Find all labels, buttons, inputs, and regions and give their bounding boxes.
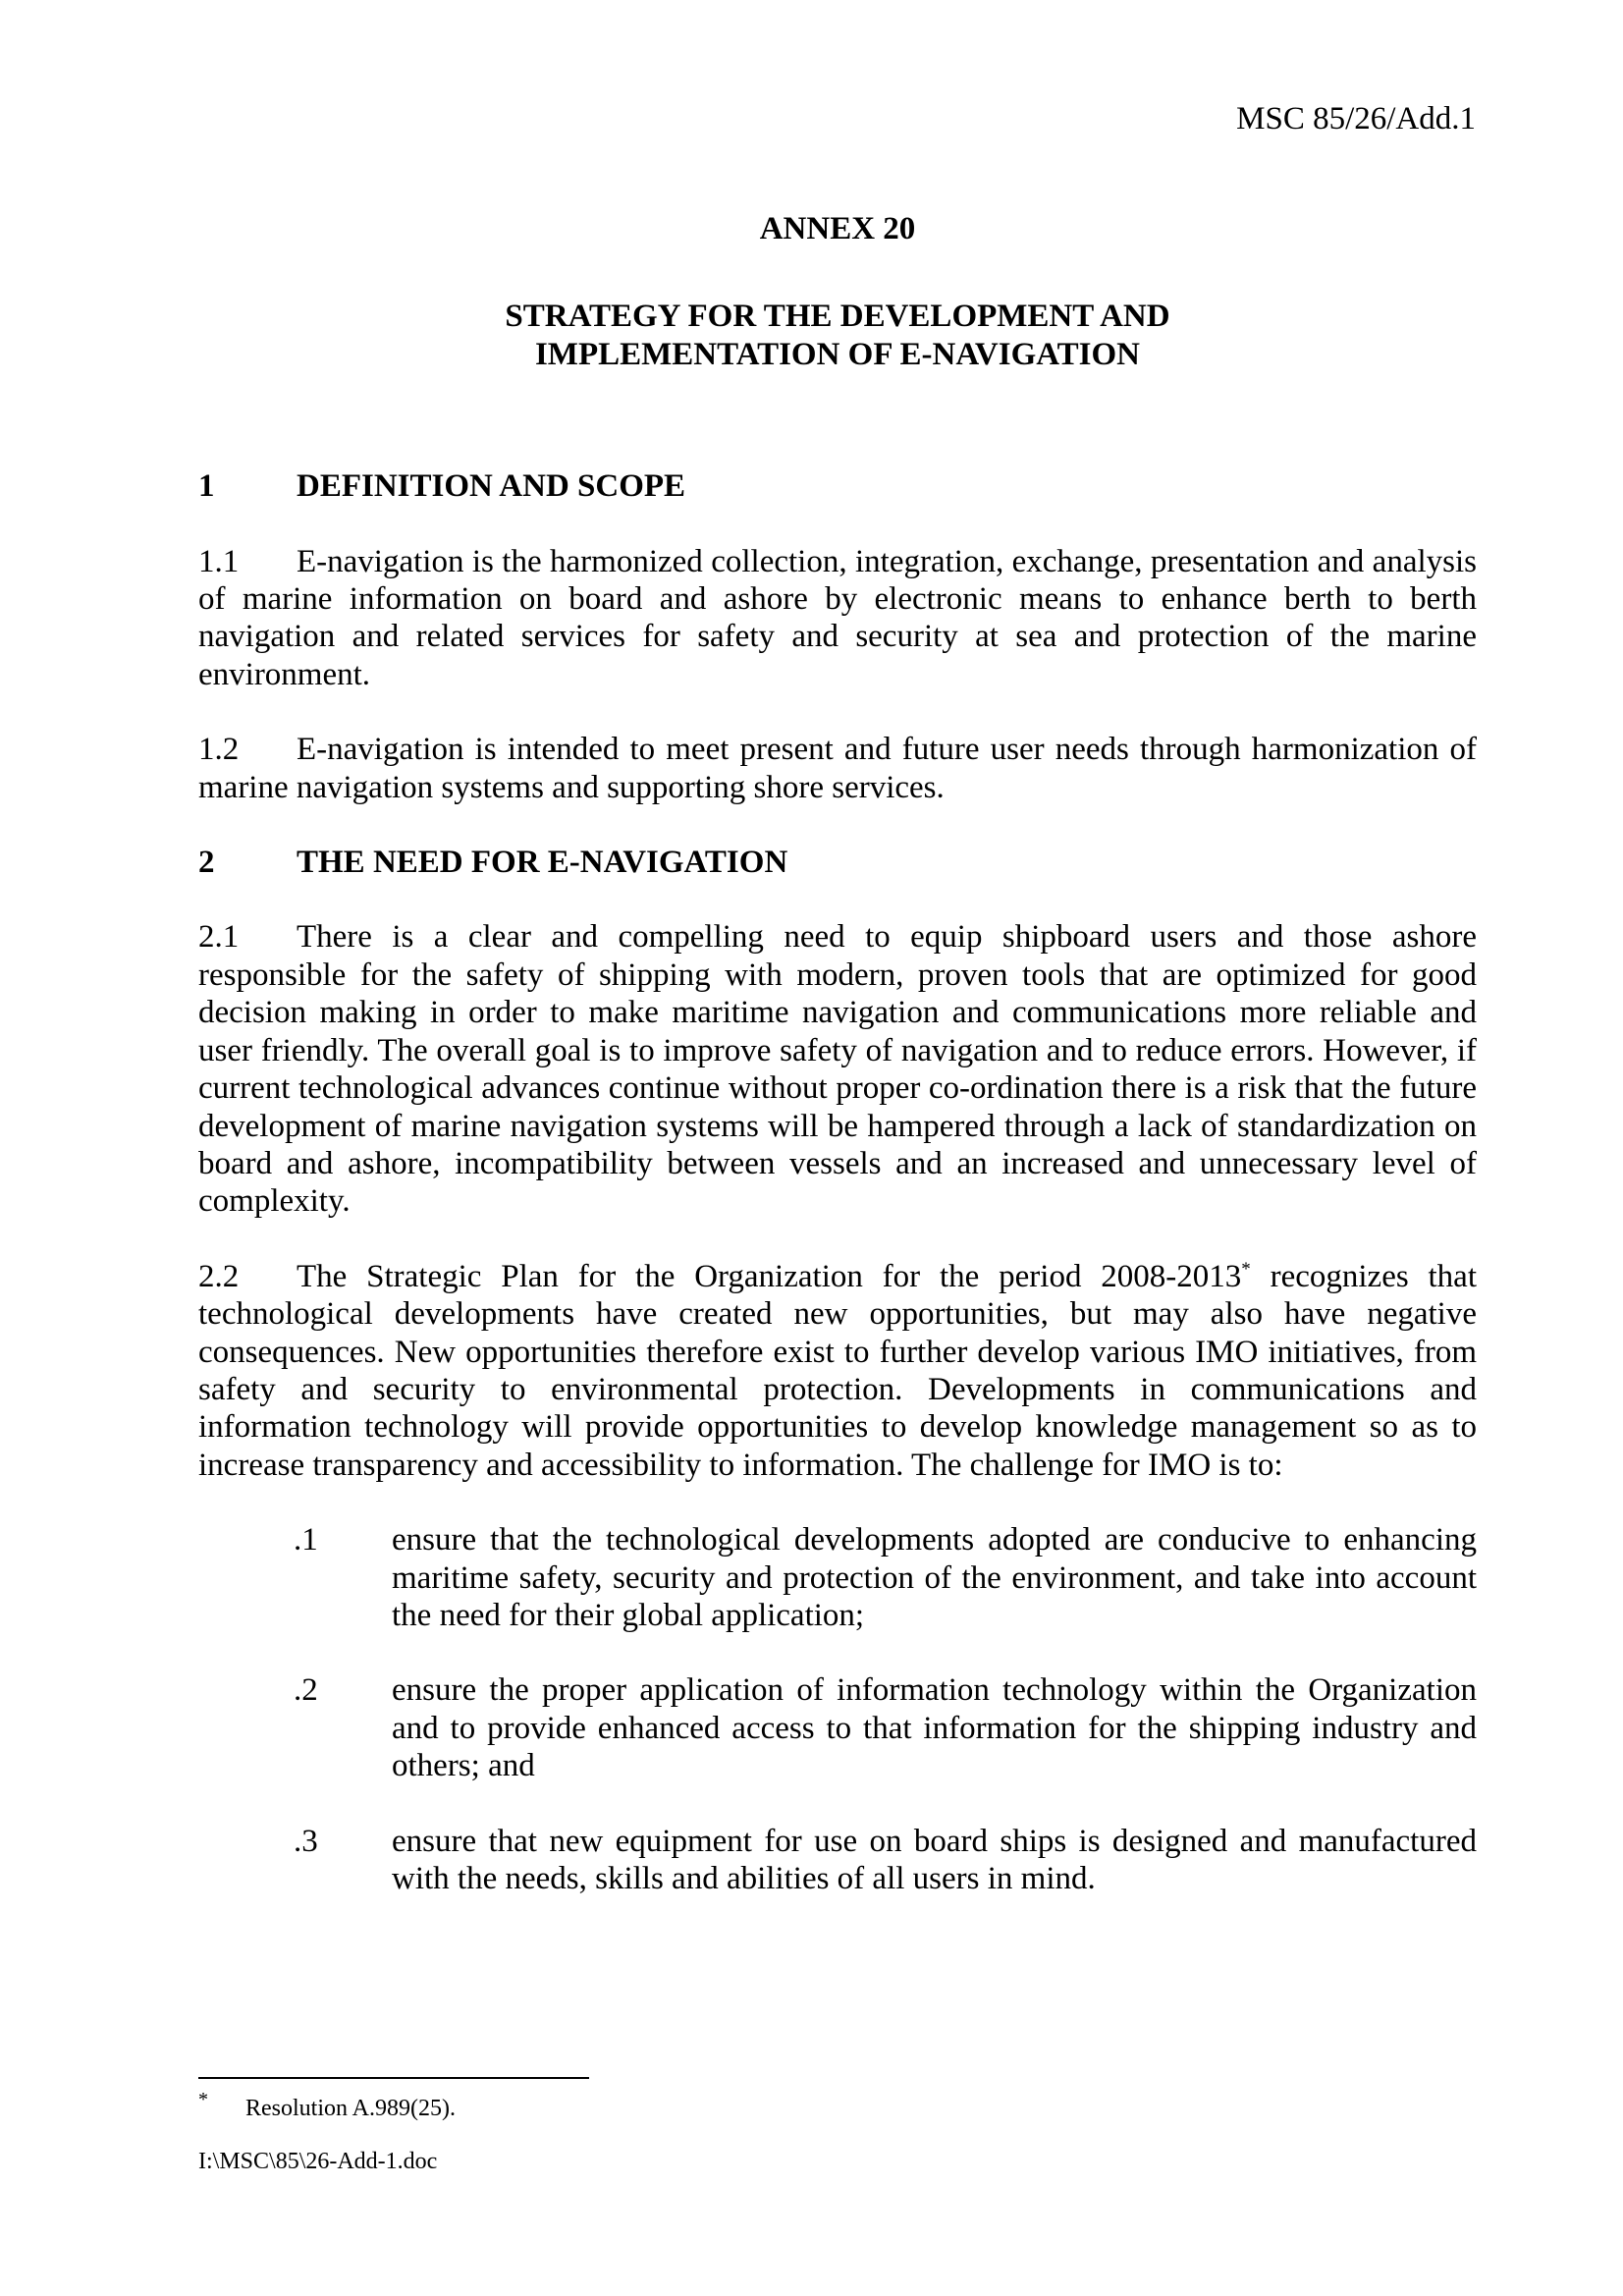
section-title: THE NEED FOR E-NAVIGATION	[297, 845, 788, 881]
section-heading-2	[198, 844, 1477, 881]
list-item	[198, 1521, 1477, 1634]
section-number: 2	[198, 845, 215, 881]
document-title-line-1: STRATEGY FOR THE DEVELOPMENT AND	[505, 299, 1170, 335]
footer-file-path: I:\MSC\85\26-Add-1.doc	[198, 2149, 438, 2174]
list-item-text: ensure that the technological developments adopted are conducive to enhancing maritime safety, security and protection of the environment, and take into account the need for their global application;	[392, 1522, 1477, 1633]
footnote	[198, 2089, 456, 2123]
paragraph-text: E-navigation is intended to meet present and future user needs through harmonization of marine navigation systems and supporting shore services.	[198, 732, 1477, 805]
section-number: 1	[198, 468, 215, 505]
list-item-text: ensure that new equipment for use on board ships is designed and manufactured with the needs, skills and abilities of all users in mind.	[392, 1823, 1477, 1896]
document-title	[198, 298, 1477, 373]
paragraph-number: 2.1	[198, 919, 240, 956]
footnote-text: Resolution A.989(25).	[245, 2096, 456, 2121]
list-item-number: .2	[294, 1672, 318, 1709]
list-item-number: .1	[294, 1522, 318, 1558]
paragraph-text: There is a clear and compelling need to equip shipboard users and those ashore responsible for the safety of shipping with modern, proven tools that are optimized for good decision making in order to make maritime navigation and communications more reliable and user friendly. The overall goal is to improve safety of navigation and to reduce errors. However, if current technological advances continue without proper co-ordination there is a risk that the future development of marine navigation systems will be hampered through a lack of standardization on board and ashore, incompatibility between vessels and an increased and unnecessary level of complexity.	[198, 919, 1477, 1220]
section-heading-1	[198, 467, 1477, 505]
paragraph-text-before-ref: The Strategic Plan for the Organization for the period 2008-2013	[297, 1258, 1242, 1294]
annex-title: ANNEX 20	[759, 211, 916, 246]
paragraph-number: 2.2	[198, 1258, 240, 1294]
footnote-reference[interactable]: *	[1241, 1258, 1251, 1280]
document-title-line-2: IMPLEMENTATION OF E-NAVIGATION	[534, 336, 1141, 372]
paragraph-1-1	[198, 543, 1477, 694]
footnote-divider	[198, 2077, 589, 2079]
paragraph-text: E-navigation is the harmonized collection, integration, exchange, presentation and analysis of marine information on board and ashore by electronic means to enhance berth to berth navigation and related services for safety and security at sea and protection of the marine environment.	[198, 543, 1477, 692]
list-item	[198, 1671, 1477, 1784]
paragraph-number: 1.1	[198, 543, 240, 579]
list-item-text: ensure the proper application of information technology within the Organization and to provide enhanced access to that information for the shipping industry and others; and	[392, 1672, 1477, 1784]
paragraph-2-1	[198, 918, 1477, 1220]
paragraph-text-after-ref: recognizes that technological developments have created new opportunities, but may also have negative consequences. New opportunities therefore exist to further develop various IMO initiatives, from safety and security to environmental protection. Developments in communications and information technology will provide opportunities to develop knowledge management so as to increase transparency and accessibility to information. The challenge for IMO is to:	[198, 1258, 1477, 1483]
paragraph-2-2	[198, 1258, 1477, 1484]
list-item	[198, 1823, 1477, 1898]
document-body	[198, 210, 1477, 1897]
challenge-list	[198, 1521, 1477, 1897]
document-reference: MSC 85/26/Add.1	[1236, 101, 1476, 137]
paragraph-1-2	[198, 731, 1477, 806]
paragraph-number: 1.2	[198, 732, 240, 768]
footnote-mark: *	[198, 2089, 208, 2110]
section-title: DEFINITION AND SCOPE	[297, 468, 686, 505]
list-item-number: .3	[294, 1823, 318, 1859]
